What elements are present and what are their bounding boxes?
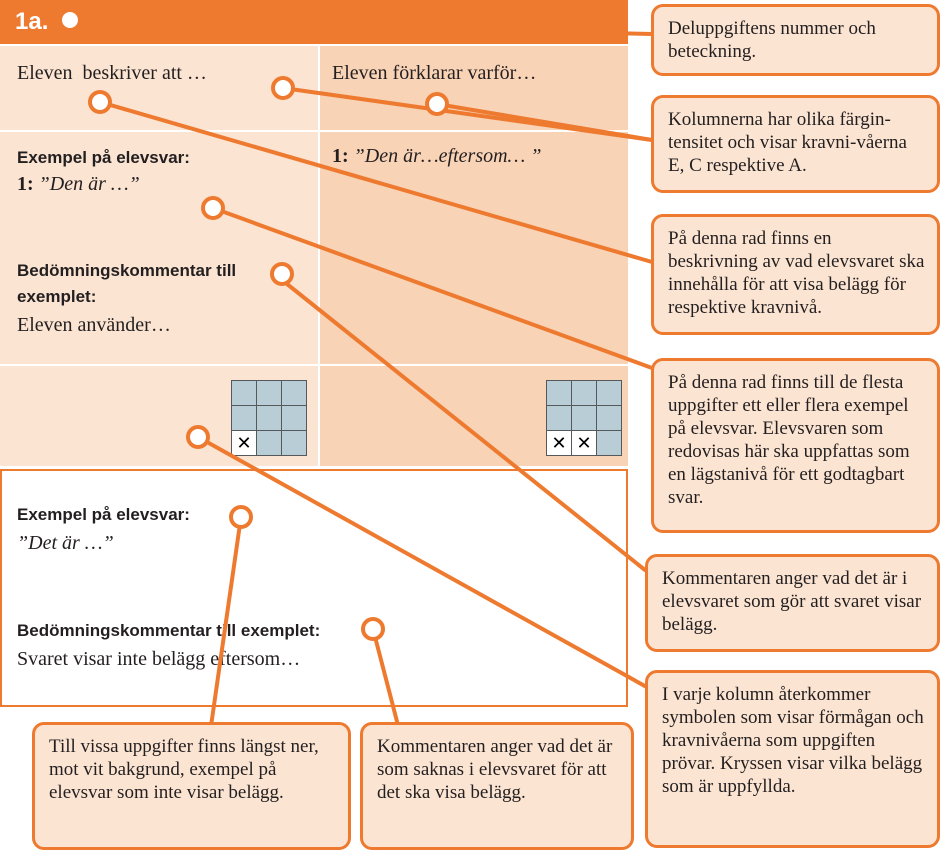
bottom-example-label: Exempel på elevsvar: [17,505,190,524]
left-column-header: Eleven beskriver att … [17,62,207,84]
example-text-left: ”Den är …” [33,173,140,195]
grid-cell [547,406,571,430]
grid-cell [257,431,281,455]
left-header-cell [0,46,318,130]
example-number-right: 1: [332,145,349,167]
ability-grid-right [546,380,622,456]
grid-cell [572,381,596,405]
bottom-example-answer: ”Det är …” [17,532,114,554]
grid-cell [232,406,256,430]
grid-cell-checked: ✕ [547,431,571,455]
example-answer-left [17,173,140,196]
grid-cell [597,431,621,455]
callout-symbol: I varje kolumn återkommer symbolen som visar förmågan och kravnivåerna som uppgiften prövar. Kryssen visar vilka belägg som är uppfyllda. [645,670,940,848]
comment-label-left [17,258,236,310]
grid-cell [572,406,596,430]
grid-cell [282,406,306,430]
comment-label-left-line2: exemplet: [17,287,97,306]
bottom-comment-text: Svaret visar inte belägg eftersom… [17,648,301,670]
grid-cell [597,406,621,430]
grid-cell [232,381,256,405]
example-text-right: ”Den är…eftersom… ” [348,145,542,167]
grid-cell [597,381,621,405]
callout-example-row: På denna rad finns till de flesta uppgifter ett eller flera exempel på elevsvar. Elevsvaren som redovisas här ska uppfattas som en lägstanivå för ett godtagbart svar. [651,358,940,533]
example-label-left: Exempel på elevsvar: [17,148,190,167]
grid-cell [282,381,306,405]
task-number: 1a. [15,8,49,35]
callout-comment: Kommentaren anger vad det är i elevsvaret som gör att svaret visar belägg. [645,554,940,652]
task-header-bar [0,0,628,44]
callout-column-intensity: Kolumnerna har olika färgin-tensitet och visar kravni-våerna E, C respektive A. [651,95,940,193]
right-column-header: Eleven förklarar varför… [332,62,537,84]
callout-missing-comment: Kommentaren anger vad det är som saknas i elevsvaret för att det ska visa belägg. [360,722,634,850]
comment-text-left: Eleven använder… [17,314,171,336]
callout-task-number: Deluppgiftens nummer och beteckning. [651,4,940,76]
ability-grid-left [231,380,307,456]
grid-cell-checked: ✕ [572,431,596,455]
grid-cell [257,406,281,430]
right-header-cell [320,46,628,130]
example-number-left: 1: [17,173,34,195]
callout-no-evidence-examples: Till vissa uppgifter finns längst ner, mot vit bakgrund, exempel på elevsvar som inte visar belägg. [32,722,351,850]
grid-cell [282,431,306,455]
bottom-comment-label: Bedömningskommentar till exemplet: [17,621,321,640]
callout-description-row: På denna rad finns en beskrivning av vad elevsvaret ska innehålla för att visa belägg för respektive kravnivå. [651,214,940,335]
grid-cell [547,381,571,405]
comment-label-left-line1: Bedömningskommentar till [17,261,237,280]
grid-cell [257,381,281,405]
example-answer-right [332,145,541,168]
grid-cell-checked: ✕ [232,431,256,455]
